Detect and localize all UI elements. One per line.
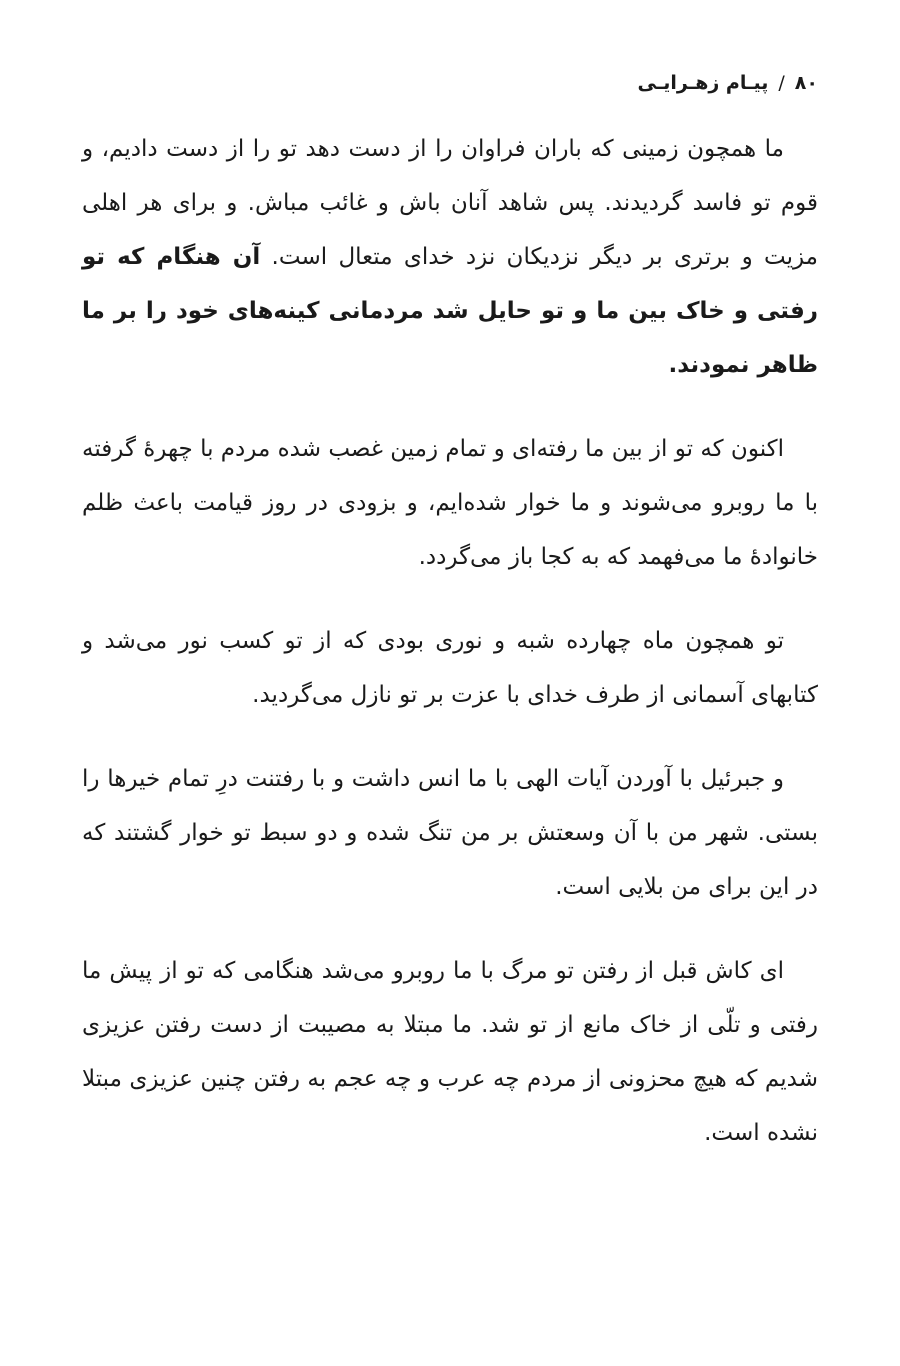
paragraph-1-text: ما همچون زمینی که باران فراوان را از دست دهد تو را از دست دادیم، و قوم تو فاسد گردیدند. پس شاهد آنان باش و غائب مباش. و برای هر اهلی مزیت و برتری بر دیگر نزدیکان نزد خدای متعال است. xyxy=(82,136,819,270)
paragraph-3-text: تو همچون ماه چهارده شبه و نوری بودی که از تو کسب نور می‌شد و کتابهای آسمانی از طرف خدای با عزت بر تو نازل می‌گردید. xyxy=(82,628,818,708)
page-number: ۸۰ xyxy=(794,72,818,94)
header-separator: / xyxy=(778,72,785,94)
paragraph-5-text: ای کاش قبل از رفتن تو مرگ با ما روبرو می‌شد هنگامی که تو از پیش ما رفتی و تلّی از خاک مانع از تو شد. ما مبتلا به مصیبت از دست رفتن عزیزی شدیم که هیچ محزونی از مردم چه عرب و چه عجم به رفتن چنین عزیزی مبتلا نشده است. xyxy=(82,958,818,1146)
paragraph-1-bold-text: آن هنگام که تو رفتی و خاک بین ما و تو حایل شد مردمانی کینه‌های خود را بر ما ظاهر نمودند. xyxy=(82,244,818,378)
paragraph-1 xyxy=(82,122,818,392)
paragraph-2-text: اکنون که تو از بین ما رفته‌ای و تمام زمین غصب شده مردم با چهرهٔ گرفته با ما روبرو می‌شوند و ما خوار شده‌ایم، و بزودی در روز قیامت باعث ظلم خانوادهٔ ما می‌فهمد که به کجا باز می‌گردد. xyxy=(82,436,818,570)
paragraph-5 xyxy=(82,944,818,1160)
body-text xyxy=(82,122,818,1190)
paragraph-4 xyxy=(82,752,818,914)
paragraph-4-text: و جبرئیل با آوردن آیات الهی با ما انس داشت و با رفتنت درِ تمام خیرها را بستی. شهر من با آن وسعتش بر من تنگ شده و دو سبط تو خوار گشتند که در این برای من بلایی است. xyxy=(82,766,818,900)
paragraph-2 xyxy=(82,422,818,584)
running-header xyxy=(638,72,818,94)
book-title: پیـام زهـرایـی xyxy=(637,72,769,94)
paragraph-3 xyxy=(82,614,818,722)
